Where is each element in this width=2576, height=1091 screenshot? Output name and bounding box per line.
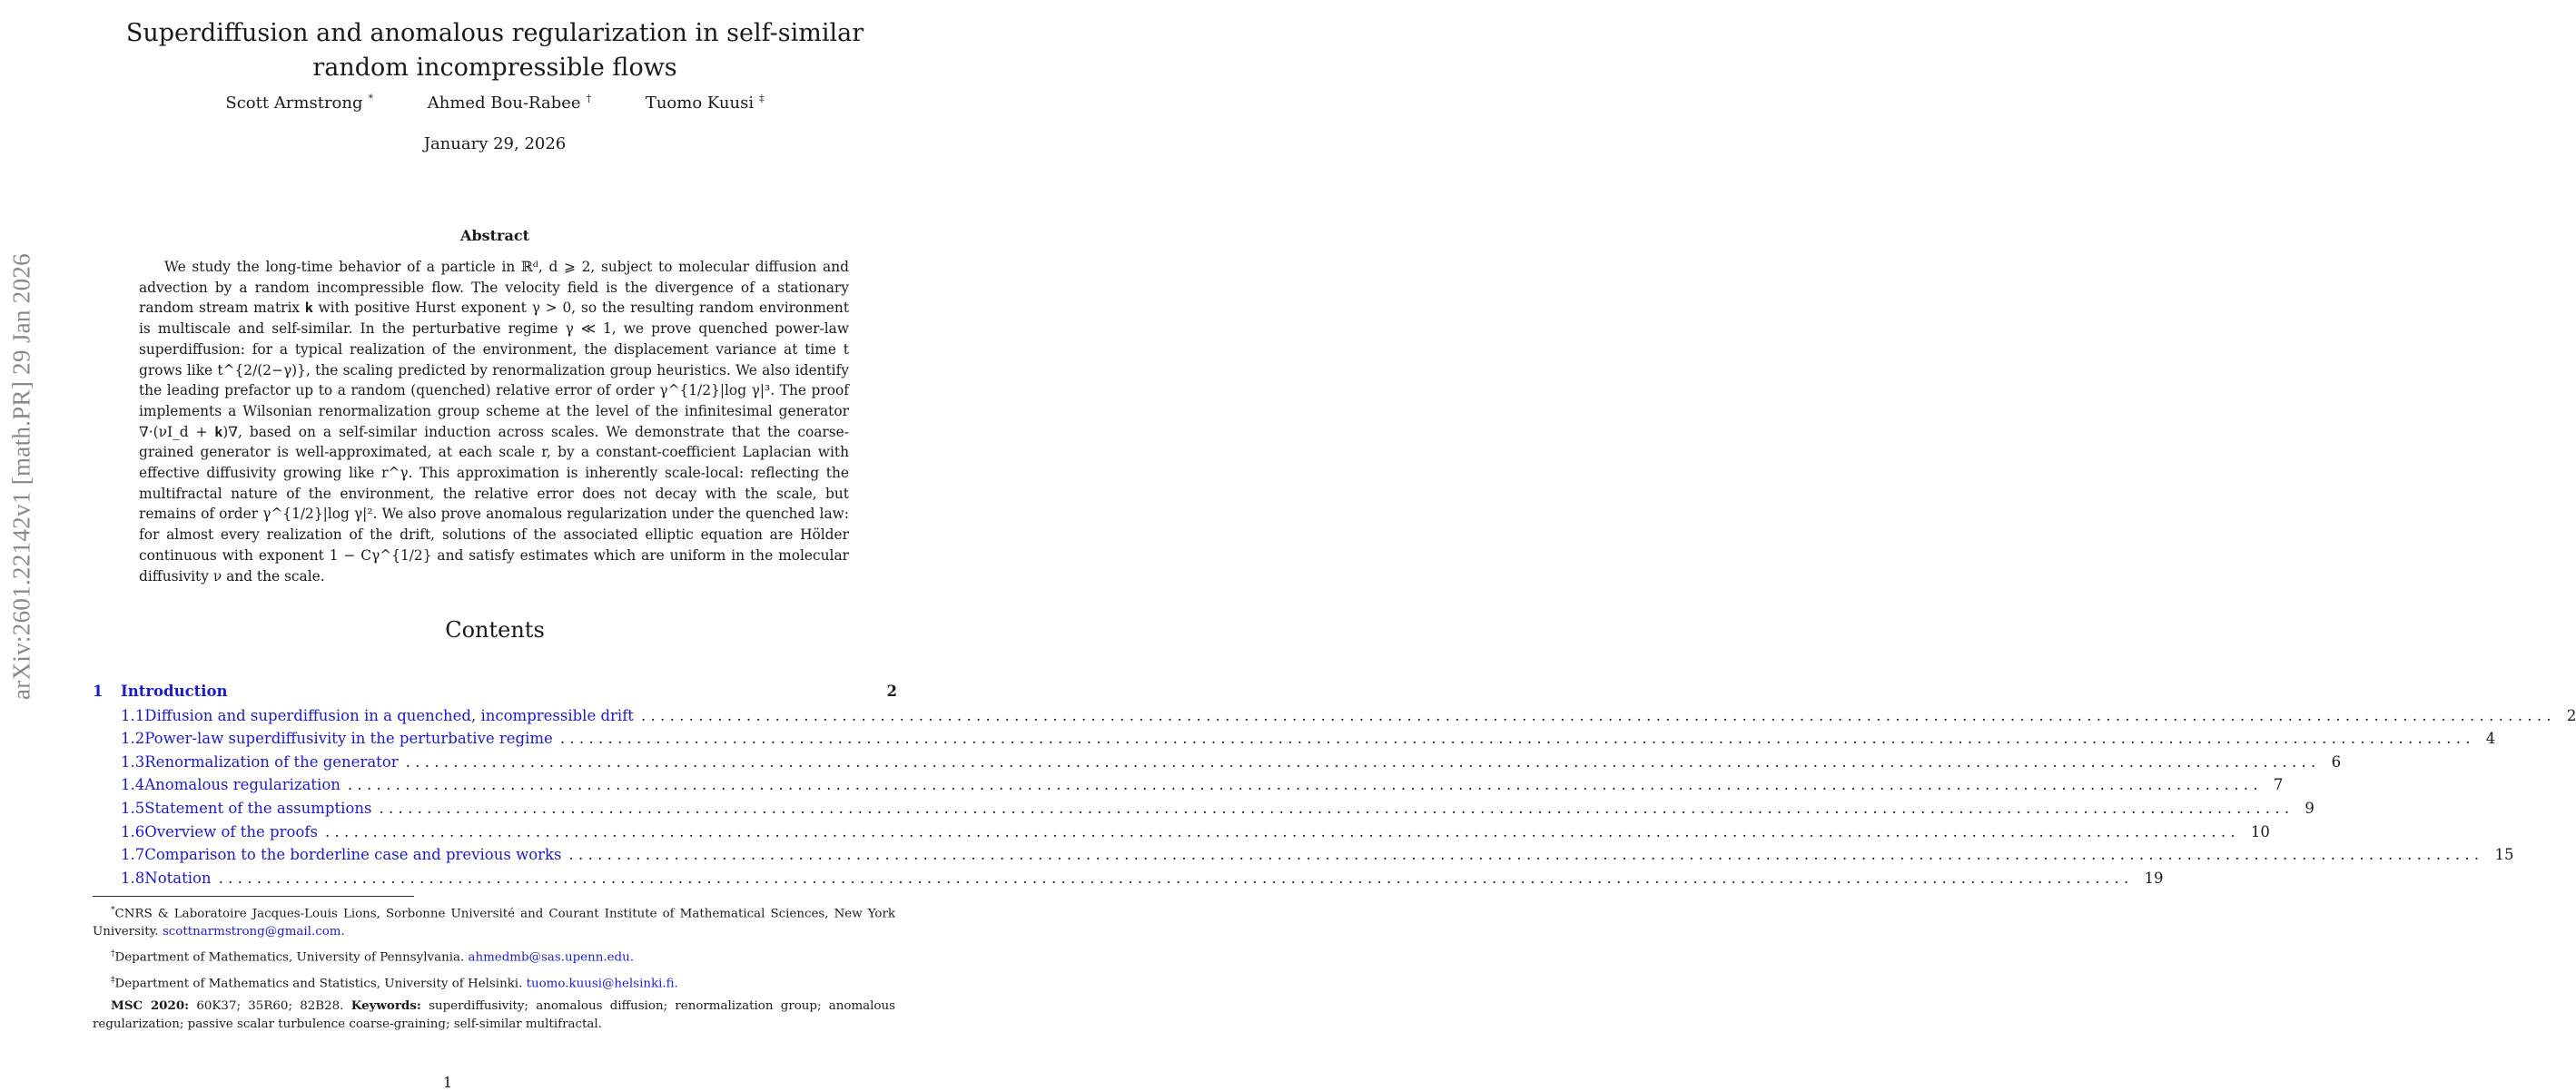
toc-entry-page[interactable]: 7	[2273, 776, 2284, 794]
author-list	[118, 93, 872, 113]
toc-leader-dots: ........................................................................................................................................................................................................	[347, 776, 2263, 794]
toc-entry[interactable]	[93, 822, 2270, 847]
publication-date: January 29, 2026	[423, 134, 567, 153]
toc-entry-page[interactable]: 15	[2494, 846, 2514, 864]
author-name: Scott Armstrong	[225, 93, 363, 113]
toc-entry-page[interactable]: 6	[2331, 752, 2342, 771]
toc-entry[interactable]	[93, 799, 2314, 823]
toc-entry-number[interactable]: 1.6	[121, 822, 145, 840]
author-footnote-mark: *	[368, 93, 374, 104]
toc-entry-title[interactable]: Introduction	[121, 683, 228, 700]
toc-entry[interactable]	[93, 752, 2342, 777]
toc-entry-title[interactable]: Notation	[144, 869, 212, 887]
toc-entry-title[interactable]: Renormalization of the generator	[144, 752, 399, 771]
toc-entry-page[interactable]: 10	[2250, 822, 2270, 840]
abstract-heading: Abstract	[460, 227, 529, 244]
toc-entry-title[interactable]: Power-law superdiffusivity in the perturbative regime	[144, 730, 553, 748]
toc-entry-number[interactable]: 1.8	[121, 869, 145, 887]
footnote-mark: *	[111, 906, 115, 915]
author-footnote-mark: †	[586, 93, 592, 104]
arxiv-identifier	[4, 163, 40, 790]
author-name: Ahmed Bou-Rabee	[427, 93, 581, 113]
toc-leader-dots: ........................................................................................................................................................................................................	[640, 706, 2556, 724]
toc-leader-dots: ........................................................................................................................................................................................................	[324, 822, 2240, 840]
toc-entry-number[interactable]: 1.3	[121, 752, 145, 771]
footnote-text: Department of Mathematics and Statistics, University of Helsinki.	[114, 977, 523, 991]
toc-leader-dots: ........................................................................................................................................................................................................	[559, 730, 2475, 748]
table-of-contents	[93, 683, 2576, 892]
toc-entry-number[interactable]: 1.4	[121, 776, 145, 794]
keywords-label: Keywords:	[350, 998, 421, 1014]
toc-entry-title[interactable]: Overview of the proofs	[144, 822, 318, 840]
toc-entry-title[interactable]: Statement of the assumptions	[144, 799, 372, 817]
footnote-3	[93, 971, 895, 993]
footnote-divider	[93, 896, 414, 897]
author	[646, 93, 765, 113]
toc-entry[interactable]	[93, 776, 2284, 800]
toc-entry-title[interactable]: Diffusion and superdiffusion in a quenched, incompressible drift	[144, 706, 634, 724]
toc-entry-title[interactable]: Anomalous regularization	[144, 776, 341, 794]
toc-entry-page[interactable]: 9	[2305, 799, 2314, 817]
footnote-2	[93, 945, 895, 967]
msc-codes: 60K37; 35R60; 82B28.	[196, 999, 344, 1014]
toc-leader-dots: ........................................................................................................................................................................................................	[405, 752, 2321, 771]
toc-entry-number[interactable]: 1.7	[121, 846, 145, 864]
author-name: Tuomo Kuusi	[645, 93, 755, 113]
toc-entry[interactable]	[93, 846, 2514, 870]
page-number: 1	[442, 1074, 453, 1091]
title-line-1: Superdiffusion and anomalous regularization in self-similar	[125, 19, 864, 48]
toc-entry-number[interactable]: 1.5	[121, 799, 145, 817]
paper-title	[118, 16, 872, 85]
title-line-2: random incompressible flows	[312, 54, 677, 83]
toc-entry[interactable]	[93, 730, 2496, 753]
toc-entry[interactable]	[93, 869, 2164, 893]
toc-leader-dots: ........................................................................................................................................................................................................	[218, 869, 2134, 887]
toc-leader-dots: ........................................................................................................................................................................................................	[379, 799, 2295, 817]
toc-entry-number[interactable]: 1	[93, 683, 104, 700]
author	[225, 93, 373, 113]
email-link[interactable]: ahmedmb@sas.upenn.edu.	[468, 950, 634, 965]
contents-heading: Contents	[445, 617, 545, 643]
footnote-text: CNRS & Laboratoire Jacques-Louis Lions, Sorbonne Université and Courant Institute of Mathematical Sciences, New York University.	[93, 907, 895, 939]
toc-entry-page[interactable]: 19	[2144, 869, 2164, 887]
toc-entry-page[interactable]: 2	[2566, 706, 2576, 724]
toc-entry-page[interactable]: 2	[886, 683, 897, 700]
footnote-1	[93, 901, 895, 941]
author	[428, 93, 591, 113]
toc-entry-number[interactable]: 1.2	[121, 730, 145, 748]
abstract-body: We study the long-time behavior of a particle in ℝᵈ, d ⩾ 2, subject to molecular diffusion and advection by a random incompressible flow. The velocity field is the divergence of a stationary random stream matrix 𝐤 with positive Hurst exponent γ > 0, so the resulting random environment is multiscale and self-similar. In the perturbative regime γ ≪ 1, we prove quenched power-law superdiffusion: for a typical realization of the environment, the displacement variance at time t grows like t^{2/(2−γ)}, the scaling predicted by renormalization group heuristics. We also identify the leading prefactor up to a random (quenched) relative error of order γ^{1/2}|log γ|³. The proof implements a Wilsonian renormalization group scheme at the level of the infinitesimal generator ∇·(νI_d + 𝐤)∇, based on a self-similar induction across scales. We demonstrate that the coarse-grained generator is well-approximated, at each scale r, by a constant-coefficient Laplacian with effective diffusivity growing like r^γ. This approximation is inherently scale-local: reflecting the multifractal nature of the environment, the relative error does not decay with the scale, but remains of order γ^{1/2}|log γ|². We also prove anomalous regularization under the quenched law: for almost every realization of the drift, solutions of the associated elliptic equation are Hölder continuous with exponent 1 − Cγ^{1/2} and satisfy estimates which are uniform in the molecular diffusivity ν and the scale.	[139, 259, 849, 585]
author-footnote-mark: ‡	[759, 93, 765, 104]
footnote-mark: ‡	[111, 975, 115, 985]
toc-entry-number[interactable]: 1.1	[121, 706, 145, 724]
arxiv-identifier-text: arXiv:2601.22142v1 [math.PR] 29 Jan 2026	[7, 253, 35, 700]
footnote-mark: †	[111, 949, 115, 959]
toc-entry-page[interactable]: 4	[2485, 730, 2496, 748]
msc-keywords	[93, 997, 895, 1034]
toc-entry[interactable]	[93, 683, 897, 706]
footnotes	[93, 901, 895, 1037]
msc-label: MSC 2020:	[111, 998, 190, 1014]
keywords: superdiffusivity; anomalous diffusion; renormalization group; anomalous regularization; passive scalar turbulence coarse-graining; self-similar multifractal.	[93, 999, 895, 1032]
footnote-text: Department of Mathematics, University of Pennsylvania.	[114, 950, 465, 965]
toc-leader-dots: ........................................................................................................................................................................................................	[568, 846, 2484, 864]
email-link[interactable]: scottnarmstrong@gmail.com.	[162, 925, 345, 939]
email-link[interactable]: tuomo.kuusi@helsinki.fi.	[526, 977, 678, 991]
toc-entry-title[interactable]: Comparison to the borderline case and previous works	[144, 846, 562, 864]
toc-entry[interactable]	[93, 706, 2576, 731]
